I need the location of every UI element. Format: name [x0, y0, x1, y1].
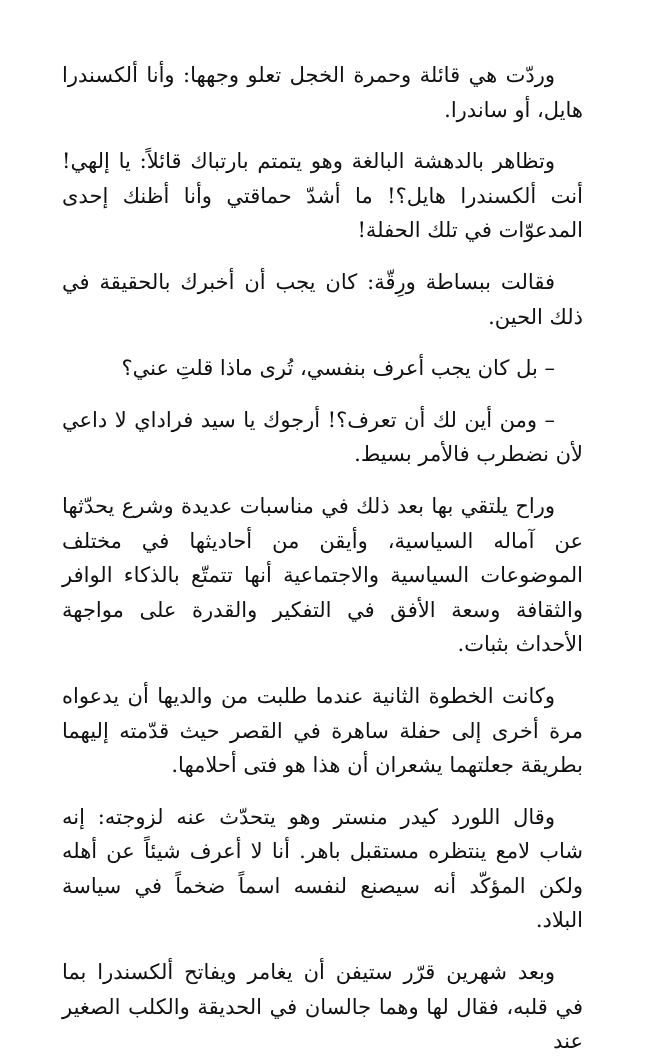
- paragraph-1: وردّت هي قائلة وحمرة الخجل تعلو وجهها: وأنا ألكسندرا هايل، أو ساندرا.: [62, 63, 583, 122]
- dialogue-line-1: – بل كان يجب أعرف بنفسي، تُرى ماذا قلتِ عني؟: [121, 356, 555, 381]
- paragraph-5: وكانت الخطوة الثانية عندما طلبت من والديها أن يدعواه مرة أخرى إلى حفلة ساهرة في القصر حيث قدّمته إليهما بطريقة جعلتهما يشعران أن هذا هو فتى أحلامها.: [62, 683, 583, 778]
- paragraph-3: فقالت ببساطة ورِقّة: كان يجب أن أخبرك بالحقيقة في ذلك الحين.: [62, 269, 583, 329]
- paragraph-7: وبعد شهرين قرّر ستيفن أن يغامر ويفاتح ألكسندرا بما في قلبه، فقال لها وهما جالسان في الحديقة والكلب الصغير عند: [62, 960, 583, 1054]
- dialogue-line-2: – ومن أين لك أن تعرف؟! أرجوك يا سيد فراداي لا داعي لأن نضطرب فالأمر بسيط.: [62, 407, 583, 467]
- paragraph-4: وراح يلتقي بها بعد ذلك في مناسبات عديدة وشرع يحدّثها عن آماله السياسية، وأيقن من أحاديثها في مختلف الموضوعات السياسية والاجتماعية أنها تتمتّع بالذكاء الوافر والثقافة وسعة الأفق في التفكير والقدرة على مواجهة الأحداث بثبات.: [62, 493, 583, 657]
- paragraph-2: وتظاهر بالدهشة البالغة وهو يتمتم بارتباك قائلاً: يا إلهي! أنت ألكسندرا هايل؟! ما أشدّ حماقتي وأنا أظنك إحدى المدعوّات في تلك الحفلة!: [62, 149, 583, 243]
- paragraph-6: وقال اللورد كيدر منستر وهو يتحدّث عنه لزوجته: إنه شاب لامع ينتظره مستقبل باهر. أنا لا أعرف شيئاً عن أهله ولكن المؤكّد أنه سيصنع لنفسه اسماً ضخماً في سياسة البلاد.: [62, 804, 583, 933]
